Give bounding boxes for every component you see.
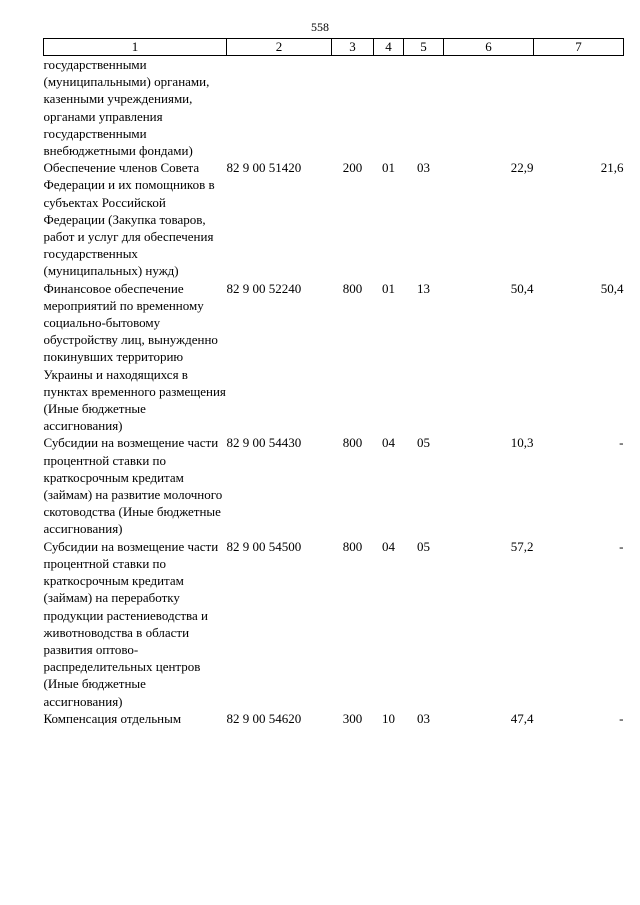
section-code: 01 — [382, 280, 395, 296]
expense-name: Обеспечение членов Совета Федерации и их помощников в субъектах Российской Федерации (Закупка товаров, работ и услуг для обеспечения государственных (муниципальных) нужд) — [43, 160, 215, 279]
subsection-code: 03 — [417, 160, 430, 176]
amount-col7: - — [619, 710, 624, 726]
table-row — [44, 710, 624, 727]
target-article-code: 82 9 00 51420 — [226, 160, 302, 176]
column-header: 1 — [44, 39, 227, 56]
expense-type-code: 800 — [342, 435, 363, 451]
subsection-code: 05 — [417, 538, 430, 554]
expense-type-code: 300 — [342, 710, 363, 726]
subsection-code: 05 — [417, 435, 430, 451]
column-header: 2 — [227, 39, 332, 56]
table-row — [44, 159, 624, 279]
expense-name: Субсидии на возмещение части процентной ставки по краткосрочным кредитам (займам) на развитие молочного скотоводства (Иные бюджетные ассигнования) — [43, 435, 223, 537]
amount-col6: 47,4 — [510, 710, 534, 726]
amount-col7: 50,4 — [600, 280, 624, 296]
column-header: 3 — [332, 39, 374, 56]
expense-name: Компенсация отдельным — [43, 710, 182, 726]
target-article-code: 82 9 00 52240 — [226, 280, 302, 296]
target-article-code — [227, 56, 332, 160]
amount-col7: 21,6 — [600, 160, 624, 176]
target-article-code: 82 9 00 54620 — [226, 710, 302, 726]
amount-col7: - — [619, 538, 624, 554]
table-row — [44, 538, 624, 710]
amount-col7: - — [619, 435, 624, 451]
expense-type-code: 800 — [342, 280, 363, 296]
section-code: 04 — [382, 538, 395, 554]
table-row — [44, 434, 624, 537]
section-code: 10 — [382, 710, 395, 726]
section-code — [374, 56, 404, 160]
column-header: 6 — [444, 39, 534, 56]
section-code: 04 — [382, 435, 395, 451]
target-article-code: 82 9 00 54500 — [226, 538, 302, 554]
amount-col6: 10,3 — [510, 435, 534, 451]
expense-name: Финансовое обеспечение мероприятий по временному социально-бытовому обустройству лиц, вынужденно покинувших территорию Украины и находящихся в пунктах временного размещения (Иные бюджетные ассигнования) — [43, 280, 226, 434]
column-header: 5 — [404, 39, 444, 56]
amount-col6: 57,2 — [510, 538, 534, 554]
amount-col6: 50,4 — [510, 280, 534, 296]
column-header: 7 — [534, 39, 624, 56]
amount-col6 — [444, 56, 534, 160]
expense-type-code: 800 — [342, 538, 363, 554]
expense-type-code: 200 — [342, 160, 363, 176]
budget-table — [43, 38, 624, 727]
target-article-code: 82 9 00 54430 — [226, 435, 302, 451]
amount-col7 — [534, 56, 624, 160]
expense-name: Субсидии на возмещение части процентной ставки по краткосрочным кредитам (займам) на переработку продукции растениеводства и животноводства в области развития оптово-распределительных центров (Иные бюджетные ассигнования) — [43, 538, 219, 709]
table-row — [44, 56, 624, 160]
column-header: 4 — [374, 39, 404, 56]
table-row — [44, 280, 624, 435]
expense-name: государственными (муниципальными) органами, казенными учреждениями, органами управления государственными внебюджетными фондами) — [43, 57, 210, 159]
section-code: 01 — [382, 160, 395, 176]
page-number: 558 — [311, 20, 329, 34]
amount-col6: 22,9 — [510, 160, 534, 176]
subsection-code: 03 — [417, 710, 430, 726]
subsection-code: 13 — [417, 280, 430, 296]
column-header-row — [44, 39, 624, 56]
expense-type-code — [332, 56, 374, 160]
subsection-code — [404, 56, 444, 160]
